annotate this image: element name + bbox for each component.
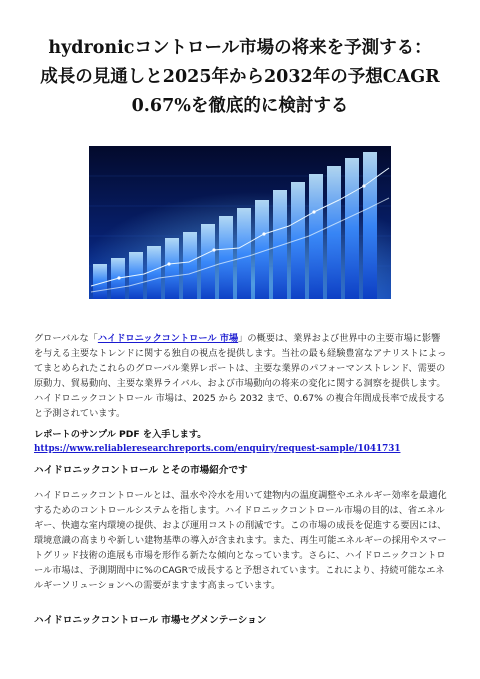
sample-link[interactable]: https://www.reliableresearchreports.com/enquiry/request-sample/1041731 [34,444,401,454]
market-link[interactable]: ハイドロニックコントロール 市場 [97,333,239,344]
growth-chart-illustration [89,146,391,299]
section-body: ハイドロニックコントロールとは、温水や冷水を用いて建物内の温度調整やエネルギー効率を最適化するためのコントロールシステムを指します。ハイドロニックコントロール市場の目的は、省エネルギー、快適な室内環境の提供、および運用コストの削減です。この市場の成長を促進する要因には、環境意識の高まりや新しい建物基準の導入が含まれます。また、再生可能エネルギーの採用やスマートグリッド技術の進展も市場を形作る新たな傾向となっています。さらに、ハイドロニックコントロール市場は、予測期間中に%のCAGRで成長すると予想されています。これにより、持続可能なエネルギーソリューションへの需要がますます高まっています。 [34,490,447,591]
section-heading-segmentation: ハイドロニックコントロール 市場セグメンテーション [34,615,267,626]
sample-request [34,427,448,457]
intro-prefix: グローバルな「 [34,333,98,344]
title-line-1: hydronicコントロール市場の将来を予測する： [48,38,432,58]
title-line-2: 成長の見通しと2025年から2032年の予想CAGR [40,67,440,87]
title-line-3: 0.67%を徹底的に検討する [131,96,349,116]
section-heading-intro: ハイドロニックコントロール とその市場紹介です [34,465,248,476]
page-title [20,34,460,121]
sample-label: レポートのサンプル PDF を入手します。 [34,429,207,440]
hero-image [89,146,391,299]
section-paragraph-intro [34,488,448,593]
intro-paragraph [34,331,448,421]
intro-body: 」の概要は、業界および世界中の主要市場に影響を与える主要なトレンドに関する独自の視点を提供します。当社の最も経験豊富なアナリストによってまとめられたこれらのグローバル業界レポートは、主要な業界のパフォーマンストレンド、需要の原動力、貿易動向、主要な業界ライバル、および市場動向の将来の変化に関する洞察を提供します。ハイドロニックコントロール 市場は、2025 から 2032 まで、0.67% の複合年間成長率で成長すると予測されています。 [34,333,447,419]
